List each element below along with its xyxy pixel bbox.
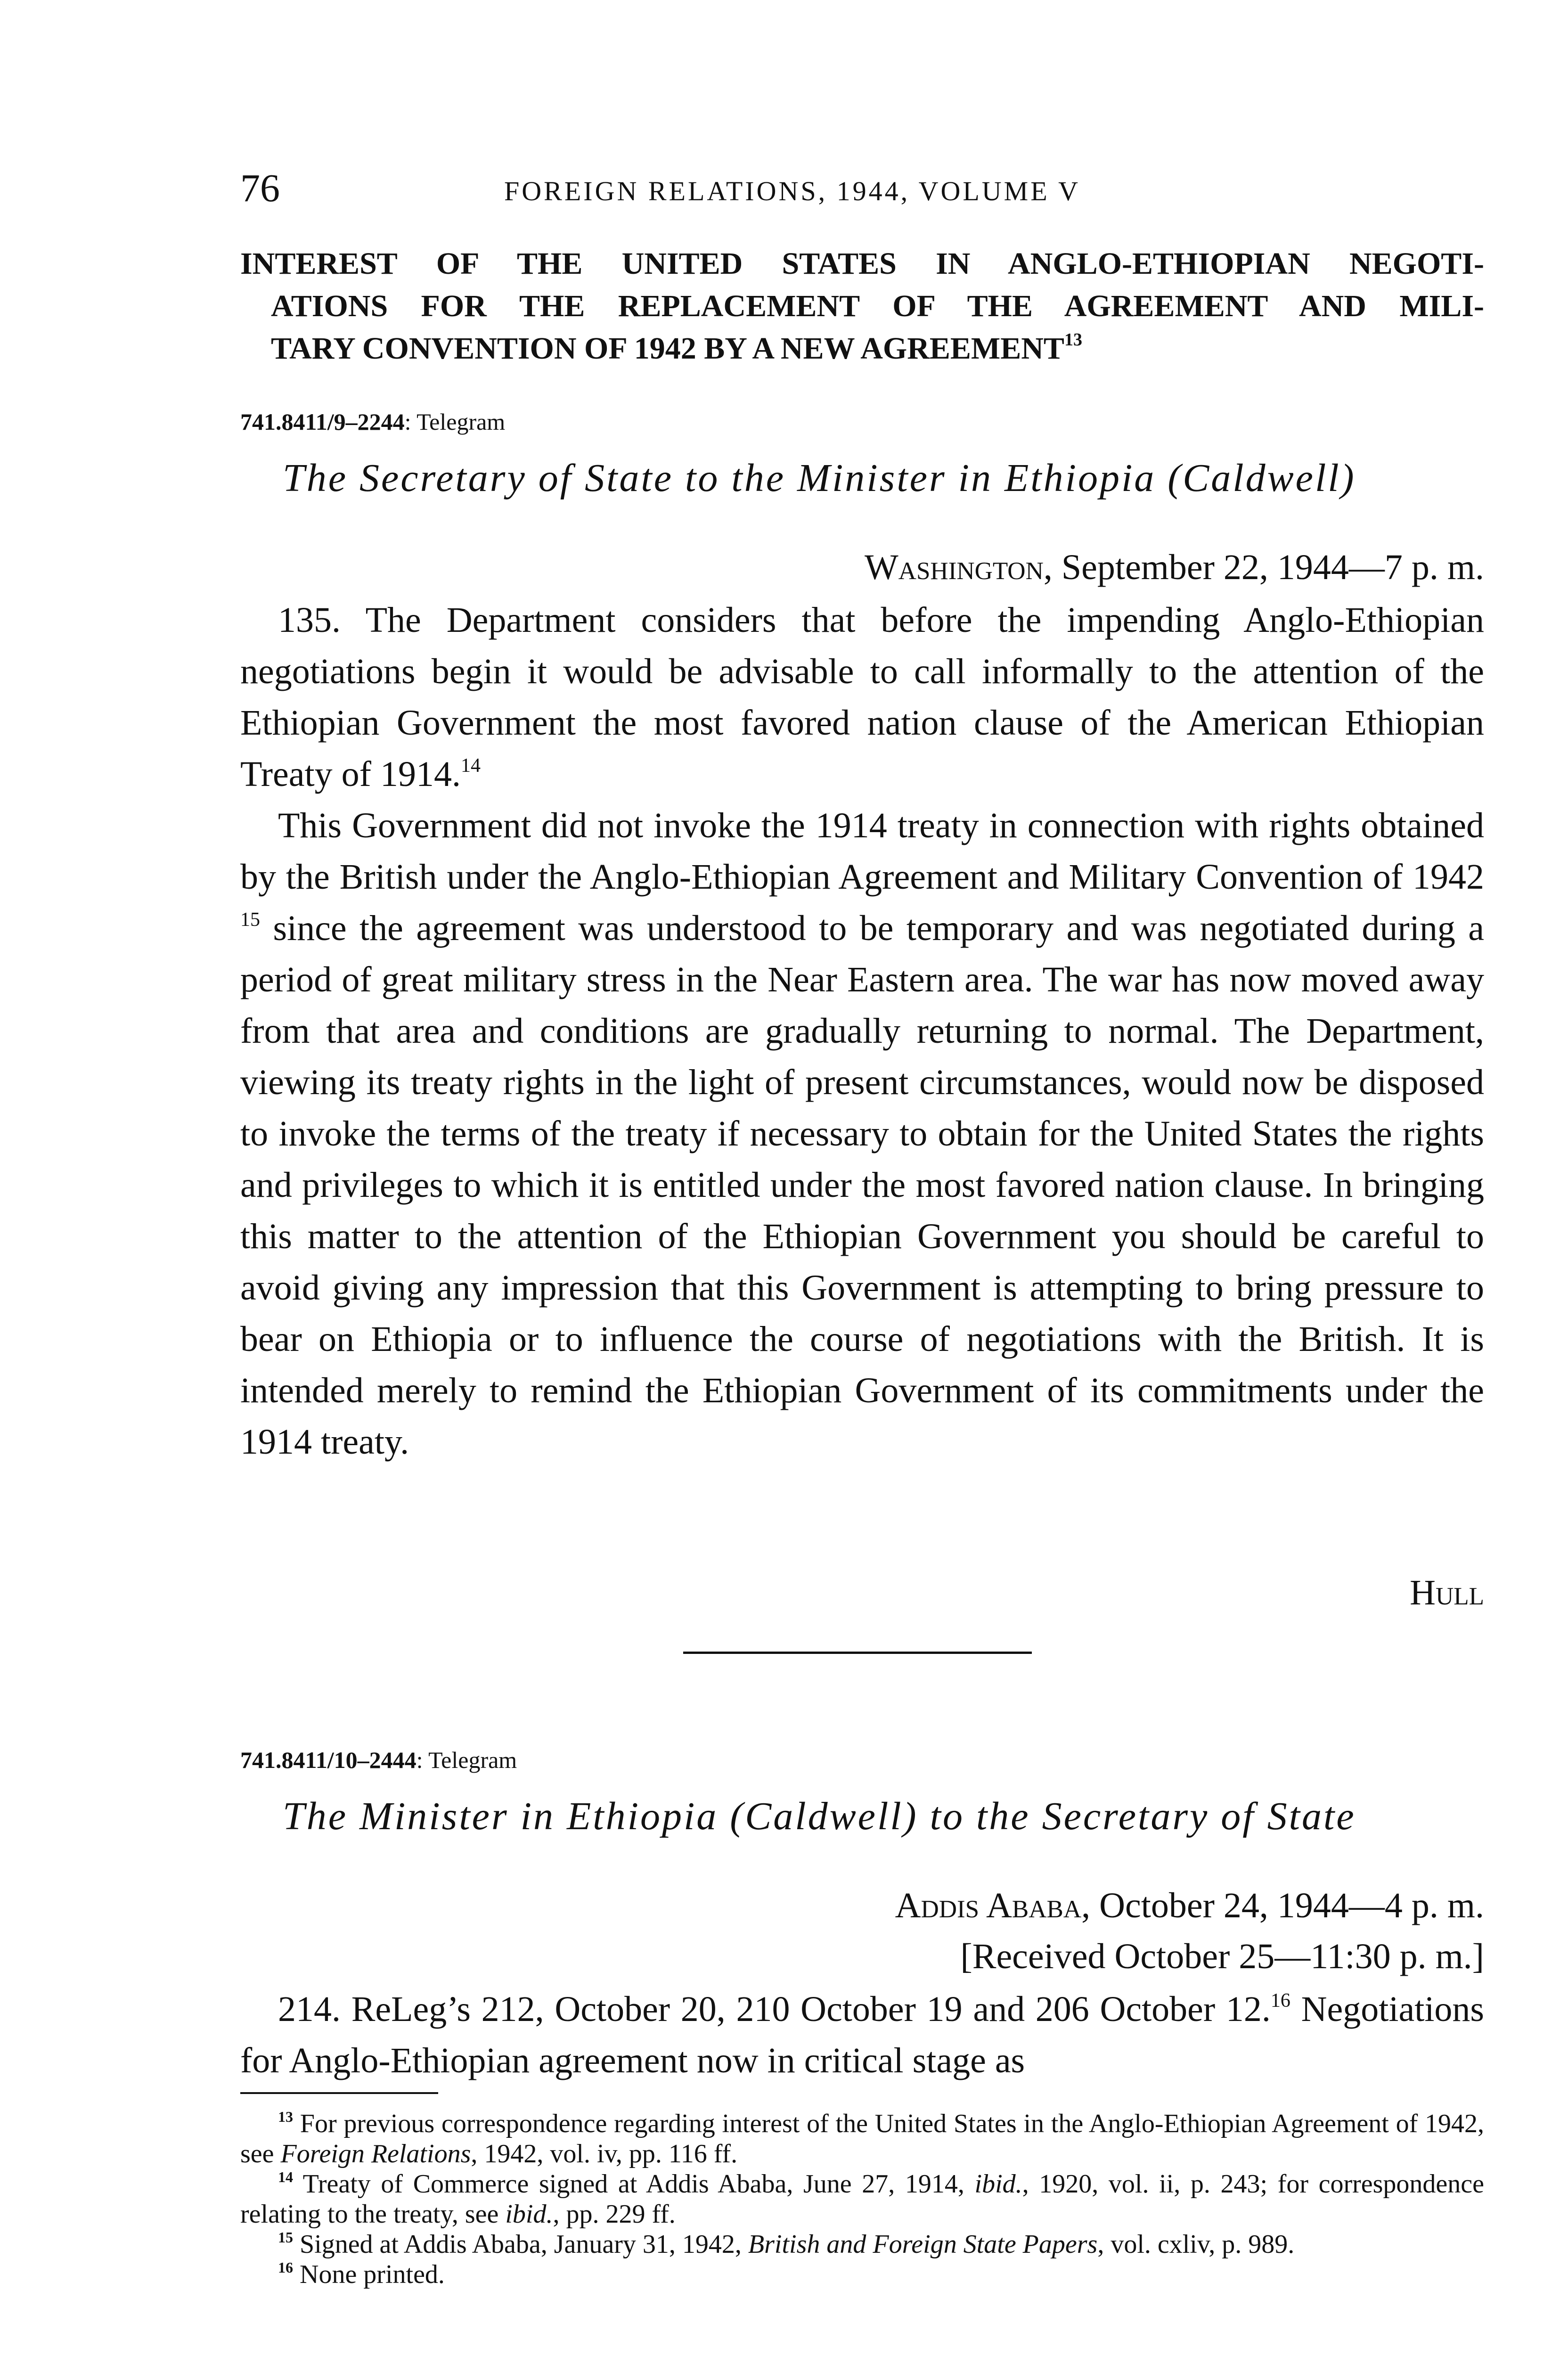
- footnote-number: 15: [278, 2229, 293, 2246]
- footnote-rule: [240, 2092, 438, 2094]
- footnote-text: Treaty of Commerce signed at Addis Ababa, June 27, 1914,: [302, 2169, 975, 2199]
- body-paragraph: [240, 1984, 1484, 2086]
- footnote-reference[interactable]: 14: [460, 755, 481, 777]
- footnote-number: 16: [278, 2259, 293, 2276]
- paragraph-text: This Government did not invoke the 1914 treaty in connection with rights obtained by the British under the Anglo-Ethiopian Agreement and Military Convention of 1942: [240, 806, 1484, 897]
- footnote-reference[interactable]: 16: [1270, 1990, 1290, 2012]
- document-body: [240, 595, 1484, 1468]
- dateline-date: , October 24, 1944—4 p. m.: [1081, 1886, 1484, 1925]
- footnote-text: , vol. cxliv, p. 989.: [1097, 2230, 1295, 2259]
- paragraph-text: Negotiations for Anglo-Ethiopian agreement now in critical stage as: [240, 1989, 1485, 2080]
- footnote-number: 13: [278, 2108, 293, 2125]
- section-divider: [683, 1652, 1032, 1654]
- footnote-text: , 1920, vol. ii, p. 243; for correspondence relating to the treaty, see: [240, 2169, 1484, 2229]
- file-number: 741.8411/9–2244: [240, 409, 405, 435]
- section-heading: [240, 243, 1484, 370]
- footnote-reference[interactable]: 13: [1064, 330, 1082, 350]
- file-number: 741.8411/10–2444: [240, 1747, 416, 1773]
- file-reference: [240, 405, 505, 438]
- footnote: [240, 2259, 1484, 2290]
- footnote-reference[interactable]: 15: [240, 909, 260, 931]
- paragraph-text: since the agreement was understood to be temporary and was negotiated during a period of great military stress in the Near Eastern area. The war has now moved away from that area and conditions are gradually returning to normal. The Department, viewing its treaty rights in the light of present circumstances, would now be disposed to invoke the terms of the treaty if necessary to obtain for the United States the rights and privileges to which it is entitled under the most favored nation clause. In bringing this matter to the attention of the Ethiopian Government you should be careful to avoid giving any impression that this Government is attempting to bring pressure to bear on Ethiopia or to influence the course of negotiations with the British. It is intended merely to remind the Ethiopian Government of its commitments under the 1914 treaty.: [240, 908, 1485, 1462]
- file-type: : Telegram: [404, 409, 506, 435]
- page-number: 76: [240, 166, 280, 210]
- section-heading-line: ATIONS FOR THE REPLACEMENT OF THE AGREEMENT AND MILI-: [271, 289, 1484, 323]
- running-head: [240, 165, 1503, 217]
- document-title: The Secretary of State to the Minister in Ethiopia (Caldwell): [283, 456, 1356, 500]
- section-heading-text: TARY CONVENTION OF 1942 BY A NEW AGREEMENT: [271, 331, 1064, 366]
- paragraph-text: 135. The Department considers that before the impending Anglo-Ethiopian negotiations begin it would be advisable to call informally to the attention of the Ethiopian Government the most favored nation clause of the American Ethiopian Treaty of 1914.: [240, 600, 1484, 794]
- footnotes: [240, 2109, 1484, 2290]
- dateline: [865, 542, 1484, 593]
- footnote: [240, 2169, 1484, 2229]
- body-paragraph: [240, 800, 1484, 1468]
- received-line: [Received October 25—11:30 p. m.]: [960, 1937, 1484, 1976]
- paragraph-text: 214. ReLeg’s 212, October 20, 210 October 19 and 206 October 12.: [278, 1989, 1271, 2029]
- footnote-text: Signed at Addis Ababa, January 31, 1942,: [300, 2230, 748, 2259]
- footnote-text: For previous correspondence regarding interest of the United States in the Anglo-Ethiopian Agreement of 1942, see: [240, 2109, 1485, 2168]
- footnote-citation: ibid.: [505, 2200, 553, 2229]
- section-heading-line: [240, 327, 1484, 370]
- footnote-citation: ibid.: [974, 2169, 1022, 2199]
- signature: Hull: [1410, 1573, 1484, 1612]
- file-type: : Telegram: [416, 1747, 517, 1773]
- footnote-text: , pp. 229 ff.: [553, 2200, 676, 2229]
- dateline-place: Addis Ababa: [895, 1886, 1082, 1925]
- document-body: [240, 1984, 1484, 2086]
- footnote-text: None printed.: [300, 2260, 445, 2289]
- body-paragraph: [240, 595, 1484, 800]
- document-title: The Minister in Ethiopia (Caldwell) to the Secretary of State: [283, 1794, 1356, 1838]
- footnote-citation: Foreign Relations: [280, 2139, 471, 2168]
- footnote-text: , 1942, vol. iv, pp. 116 ff.: [471, 2139, 738, 2168]
- section-heading-line: INTEREST OF THE UNITED STATES IN ANGLO-ETHIOPIAN NEGOTI-: [240, 246, 1484, 281]
- running-title: FOREIGN RELATIONS, 1944, VOLUME V: [504, 176, 1080, 206]
- file-reference: [240, 1743, 517, 1776]
- dateline: [895, 1880, 1484, 1982]
- dateline-place: Washington: [864, 548, 1044, 587]
- footnote: [240, 2229, 1484, 2259]
- footnote-number: 14: [278, 2168, 293, 2185]
- footnote-citation: British and Foreign State Papers: [748, 2230, 1098, 2259]
- dateline-date: , September 22, 1944—7 p. m.: [1043, 548, 1484, 587]
- footnote: [240, 2109, 1484, 2169]
- dateline-line: [895, 1880, 1484, 1931]
